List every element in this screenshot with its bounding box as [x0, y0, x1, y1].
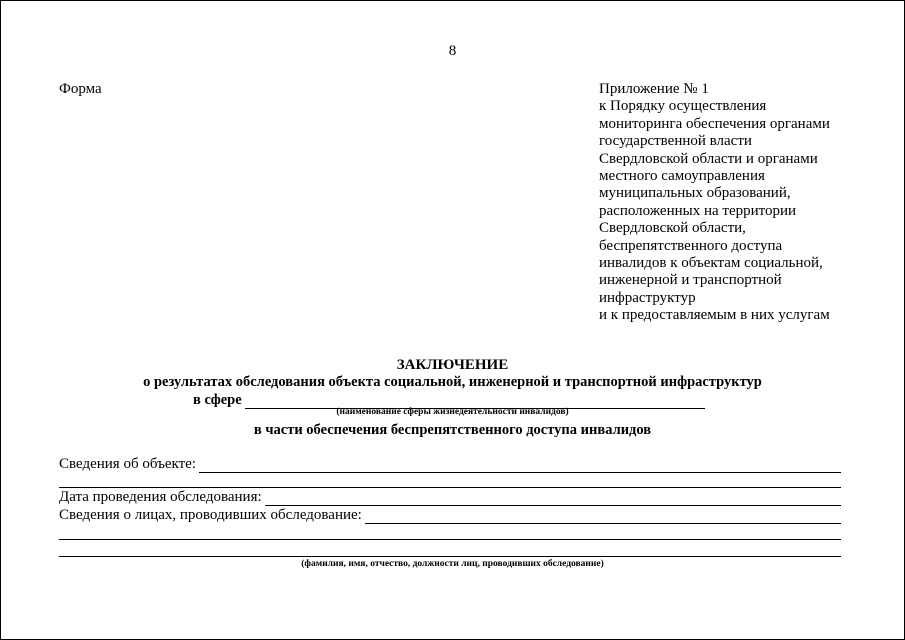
surveyors-field — [59, 507, 841, 524]
appendix-line: и к предоставляемым в них услугам — [599, 307, 830, 324]
surveyors-caption: (фамилия, имя, отчество, должности лиц, проводивших обследование) — [301, 559, 604, 569]
document-subtitle: о результатах обследования объекта социальной, инженерной и транспортной инфраструктур — [143, 374, 762, 390]
page-number: 8 — [448, 43, 457, 59]
survey-date-label: Дата проведения обследования: — [59, 489, 262, 505]
form-label: Форма — [59, 81, 102, 97]
object-info-field — [59, 456, 841, 473]
appendix-line: инвалидов к объектам социальной, — [599, 255, 823, 272]
sphere-label: в сфере — [193, 392, 242, 408]
survey-date-field — [59, 489, 841, 506]
appendix-line: инженерной и транспортной — [599, 272, 782, 289]
appendix-line: беспрепятственного доступа — [599, 237, 783, 254]
document-title: ЗАКЛЮЧЕНИЕ — [396, 357, 509, 373]
surveyors-extra-line-1[interactable] — [59, 539, 841, 540]
appendix-line: местного самоуправления — [599, 168, 765, 185]
appendix-line: инфраструктур — [599, 289, 696, 306]
surveyors-label: Сведения о лицах, проводивших обследование: — [59, 507, 362, 523]
survey-date-input-line[interactable] — [265, 490, 841, 506]
appendix-line: к Порядку осуществления — [599, 98, 767, 115]
appendix-line: муниципальных образований, — [599, 185, 791, 202]
document-subtitle-access: в части обеспечения беспрепятственного доступа инвалидов — [253, 422, 652, 438]
object-info-label: Сведения об объекте: — [59, 456, 196, 472]
appendix-block — [599, 81, 889, 325]
sphere-caption: (наименование сферы жизнедеятельности инвалидов) — [336, 407, 569, 417]
appendix-line: мониторинга обеспечения органами — [599, 115, 830, 132]
surveyors-extra-line-2[interactable] — [59, 556, 841, 557]
appendix-line: государственной власти — [599, 133, 752, 150]
appendix-line: Свердловской области и органами — [599, 150, 818, 167]
appendix-line: расположенных на территории — [599, 202, 797, 219]
appendix-line: Приложение № 1 — [599, 81, 709, 97]
object-info-extra-line[interactable] — [59, 487, 841, 488]
surveyors-input-line[interactable] — [365, 508, 841, 524]
object-info-input-line[interactable] — [199, 457, 841, 473]
appendix-line: Свердловской области, — [599, 220, 746, 237]
